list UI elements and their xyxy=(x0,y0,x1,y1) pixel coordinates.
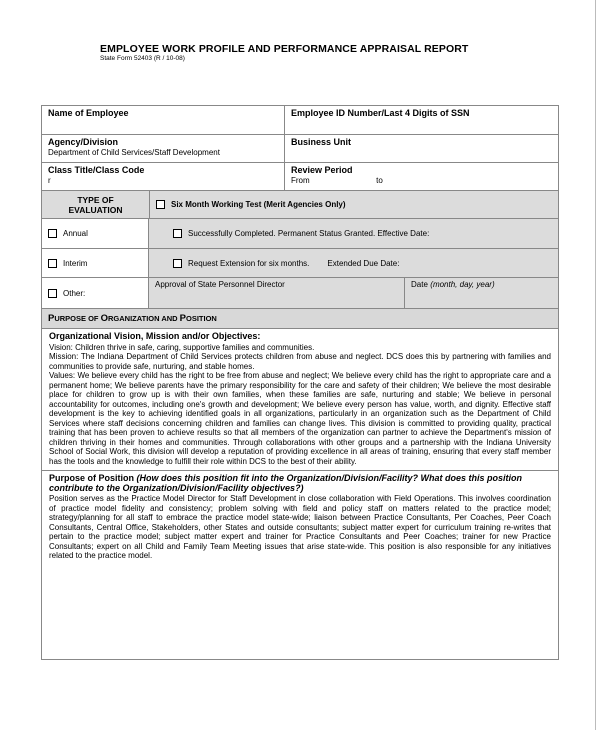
review-to-label: to xyxy=(376,176,383,185)
completed-label: Successfully Completed. Permanent Status Granted. Effective Date: xyxy=(188,229,430,238)
date-hint: (month, day, year) xyxy=(430,280,495,289)
purpose-position-text: Position serves as the Practice Model Director for Staff Development in close collaboration with Field Operations. This involves coordination of practice model fidelity and consistency; problem solving with field and policy staff on matters related to the practice model; strategy/planning for all staff to embrace the practice model state-wide; liaison between Practice Consultants, Per Coaches, Peer Coach Consultants, Central Office, Stakeholders, other States and outside consultants; subject matter expert for curriculum training re-writes that pertain to the practice model; subject matter expert and trainer for Practice Consultants and Peer Coaches; trainer for new Practice Consultants; expert on all Child and Family Team Meeting issues that arise state-wide. This position is also responsible for any initiatives related to the practice model. xyxy=(49,494,551,560)
review-from-label: From xyxy=(291,176,310,185)
agency-label: Agency/Division xyxy=(48,137,119,147)
date-label: Date xyxy=(411,280,428,289)
agency-field[interactable] xyxy=(42,135,285,162)
other-label: Other: xyxy=(63,288,86,298)
organizational-vision-block[interactable] xyxy=(42,329,558,471)
employee-id-field[interactable] xyxy=(285,106,558,134)
employee-id-label: Employee ID Number/Last 4 Digits of SSN xyxy=(291,108,470,118)
annual-option[interactable] xyxy=(42,219,149,248)
row-class-review xyxy=(42,163,558,191)
other-option[interactable] xyxy=(42,278,149,308)
interim-checkbox[interactable] xyxy=(48,259,57,268)
review-period-label: Review Period xyxy=(291,165,353,175)
extension-label: Request Extension for six months. xyxy=(188,258,310,268)
purpose-of-position-block[interactable] xyxy=(42,471,558,659)
extension-checkbox[interactable] xyxy=(173,259,182,268)
row-other xyxy=(42,278,558,309)
six-month-label: Six Month Working Test (Merit Agencies Only) xyxy=(171,200,346,209)
annual-label: Annual xyxy=(63,229,88,238)
class-title-field[interactable] xyxy=(42,163,285,190)
completed-option[interactable] xyxy=(149,219,558,248)
approval-date-field[interactable] xyxy=(405,278,558,308)
evaluation-type-header: TYPE OF EVALUATION xyxy=(42,191,150,218)
review-period-field[interactable] xyxy=(285,163,558,190)
form-title: EMPLOYEE WORK PROFILE AND PERFORMANCE APPRAISAL REPORT xyxy=(100,43,469,55)
row-agency-unit xyxy=(42,135,558,163)
page-border xyxy=(595,0,596,730)
six-month-checkbox[interactable] xyxy=(156,200,165,209)
form-number: State Form 52403 (R / 10-08) xyxy=(100,55,185,62)
interim-label: Interim xyxy=(63,258,88,268)
mission-text: Mission: The Indiana Department of Child Services protects children from abuse and neglect. DCS does this by partnering with families and communities to provide safe, nurturing, and stable homes. xyxy=(49,352,551,371)
values-text: Values: We believe every child has the right to be free from abuse and neglect; We believe every child has the right to appropriate care and a permanent home; We believe parents have the primary responsibility for the care and safety of their children; We believe the most desirable place for children to grow up is with their own families, when these families are safe, nurturing and stable; We believe in personal accountability for outcomes, including one's growth and development; We believe every person has value, worth, and dignity. Effective staff development is the key to achieving identified goals in all organizations, particularly in an organization such as the Department of Child Services where staff decisions concerning children and families can change lives. This division is committed to providing quality, practical training that has been proven to achieve results so that all members of the organization can partner to achieve the Department's mission of children thriving in their homes and communities. Through collaborations with other groups and a partnership with the Indiana University School of Social Work, this division will develop a reputation of providing excellence in all areas of training, ensuring that every staff member has the tools and the knowledge to fulfill their role within DCS to the best of their ability. xyxy=(49,371,551,466)
appraisal-form xyxy=(41,105,559,660)
row-six-month xyxy=(42,191,558,219)
employee-name-field[interactable] xyxy=(42,106,285,134)
purpose-section-heading: PURPOSE OF ORGANIZATION AND POSITION xyxy=(42,309,558,329)
vision-text: Vision: Children thrive in safe, caring, supportive families and communities. xyxy=(49,342,315,352)
approval-label: Approval of State Personnel Director xyxy=(155,280,285,289)
business-unit-label: Business Unit xyxy=(291,137,352,147)
class-title-value: r xyxy=(48,176,51,185)
row-interim xyxy=(42,249,558,278)
extension-option[interactable] xyxy=(149,249,558,277)
row-annual xyxy=(42,219,558,249)
class-title-label: Class Title/Class Code xyxy=(48,165,145,175)
completed-checkbox[interactable] xyxy=(173,229,182,238)
vision-heading: Organizational Vision, Mission and/or Objectives: xyxy=(49,331,261,341)
purpose-position-heading: Purpose of Position (How does this position fit into the Organization/Division/Facility? What does this position contribute to the Organization/Division/Facility objectives?) xyxy=(49,473,523,493)
extended-due-label: Extended Due Date: xyxy=(327,258,400,268)
annual-checkbox[interactable] xyxy=(48,229,57,238)
six-month-option[interactable] xyxy=(150,191,558,218)
row-name-id xyxy=(42,106,558,135)
approval-field[interactable] xyxy=(149,278,405,308)
employee-name-label: Name of Employee xyxy=(48,108,129,118)
agency-value: Department of Child Services/Staff Development xyxy=(48,148,220,157)
other-checkbox[interactable] xyxy=(48,289,57,298)
interim-option[interactable] xyxy=(42,249,149,277)
business-unit-field[interactable] xyxy=(285,135,558,162)
